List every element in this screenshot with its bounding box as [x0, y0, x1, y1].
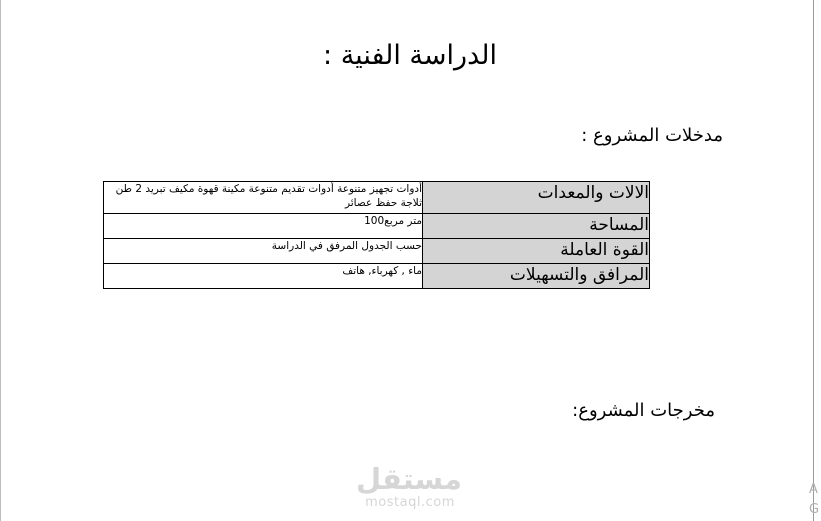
inputs-heading: مدخلات المشروع :	[581, 125, 723, 146]
row-value: أدوات تجهيز متنوعة أدوات تقديم متنوعة مكينة قهوة مكيف تبريد 2 طن ثلاجة حفظ عصائر	[104, 182, 423, 214]
row-value: ماء , كهرباء, هاتف	[104, 264, 423, 289]
watermark-site: mostaql.com	[365, 495, 455, 510]
watermark-logo-text: مستقل	[355, 462, 462, 496]
row-label: القوة العاملة	[423, 239, 650, 264]
page-left-edge	[0, 0, 1, 521]
table-row	[104, 264, 650, 289]
document-title: الدراسة الفنية :	[323, 40, 497, 71]
corner-hint-line1: A	[809, 482, 818, 497]
table-row	[104, 239, 650, 264]
outputs-heading: مخرجات المشروع:	[572, 400, 715, 421]
row-value: حسب الجدول المرفق في الدراسة	[104, 239, 423, 264]
row-label: المرافق والتسهيلات	[423, 264, 650, 289]
corner-hint-text	[809, 480, 819, 520]
table-row	[104, 214, 650, 239]
page-right-edge	[813, 0, 814, 521]
row-label: المساحة	[423, 214, 650, 239]
table-row	[104, 182, 650, 214]
row-label: الالات والمعدات	[423, 182, 650, 214]
row-value: متر مربع100	[104, 214, 423, 239]
project-inputs-table	[103, 181, 650, 289]
mostaql-watermark	[355, 462, 462, 512]
corner-hint-line2: G	[809, 502, 820, 517]
